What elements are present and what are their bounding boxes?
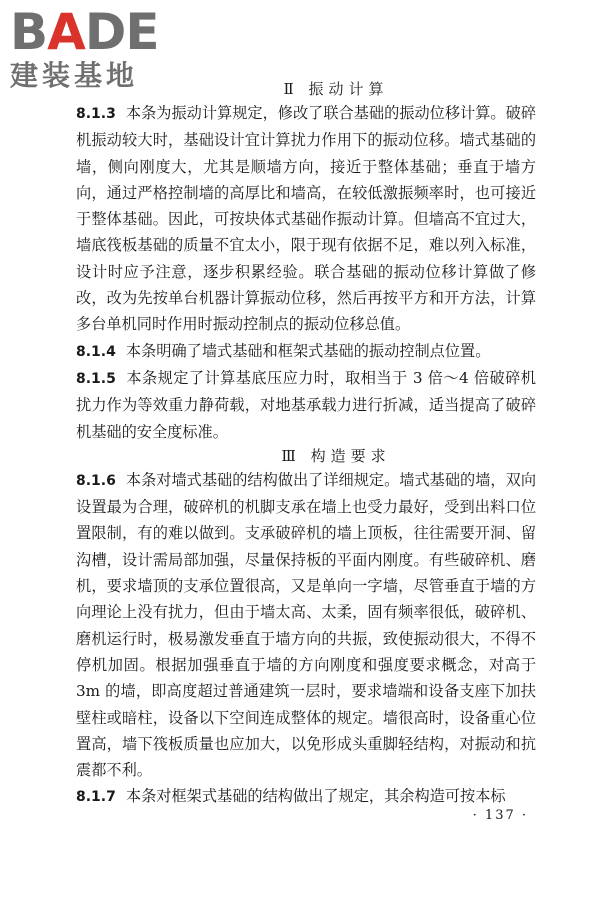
clause-number: 8.1.4 [76,343,116,360]
clause-number: 8.1.5 [76,370,116,387]
clause-number: 8.1.7 [76,789,116,806]
section-title-vibration: Ⅱ 振动计算 [283,80,389,98]
clause-text: 本条为振动计算规定，修改了联合基础的振动位移计算。破碎机振动较大时，基础设计宜计算扰力作用下的振动位移。墙式基础的墙，侧向刚度大，尤其是顺墙方向，接近于整体基础；垂直于墙方向，通过严格控制墙的高厚比和墙高，在较低激振频率时，也可接近于整体基础。因此，可按块体式基础作振动计算。但墙高不宜过大，墙底筏板基础的质量不宜太小，限于现有依据不足，难以列入标准，设计时应予注意，逐步积累经验。联合基础的振动位移计算做了修改，改为先按单台机器计算振动位移，然后再按平方和开方法，计算多台单机同时作用时振动控制点的振动位移总值。 [76,104,536,334]
logo-subtitle: 建装基地 [10,59,139,92]
page-number: · 137 · [472,808,528,823]
section-title-construction: Ⅲ 构造要求 [281,446,391,465]
clause-8-1-5 [76,365,536,445]
clause-text: 本条规定了计算基底压应力时，取相当于 3 倍～4 倍破碎机扰力作为等效重力静荷载，对地基承载力进行折减，适当提高了破碎机基础的安全度标准。 [76,368,536,441]
clause-8-1-7 [76,783,536,810]
logo-wordmark: BADE [10,3,159,61]
clause-text: 本条对框架式基础的结构做出了规定，其余构造可按本标 [125,787,506,806]
clause-number: 8.1.3 [76,106,116,122]
clause-text: 本条对墙式基础的结构做出了详细规定。墙式基础的墙，双向设置最为合理，破碎机的机脚支承在墙上也受力最好，受到出料口位置限制，有的难以做到。支承破碎机的墙上顶板，往往需要开洞、留沟槽，设计需局部加强，尽量保持板的平面内刚度。有些破碎机、磨机，要求墙顶的支承位置很高，又是单向一字墙，尽管垂直于墙的方向理论上没有扰力，但由于墙太高、太柔，固有频率很低，破碎机、磨机运行时，极易激发垂直于墙方向的共振，致使振动很大，不得不停机加固。根据加强垂直于墙的方向刚度和强度要求概念，对高于 3m 的墙，即高度超过普通建筑一层时，要求墙端和设备支座下加扶壁柱或暗柱，设备以下空间连成整体的规定。墙很高时，设备重心位置高，墙下筏板质量也应加大，以免形成头重脚轻结构，对振动和抗震都不利。 [76,470,536,780]
clause-8-1-4 [76,338,536,365]
clause-8-1-3 [76,100,536,338]
clause-text: 本条明确了墙式基础和框架式基础的振动控制点位置。 [125,341,491,360]
page-content [76,78,536,811]
clause-number: 8.1.6 [76,472,116,489]
clause-8-1-6 [76,467,536,784]
